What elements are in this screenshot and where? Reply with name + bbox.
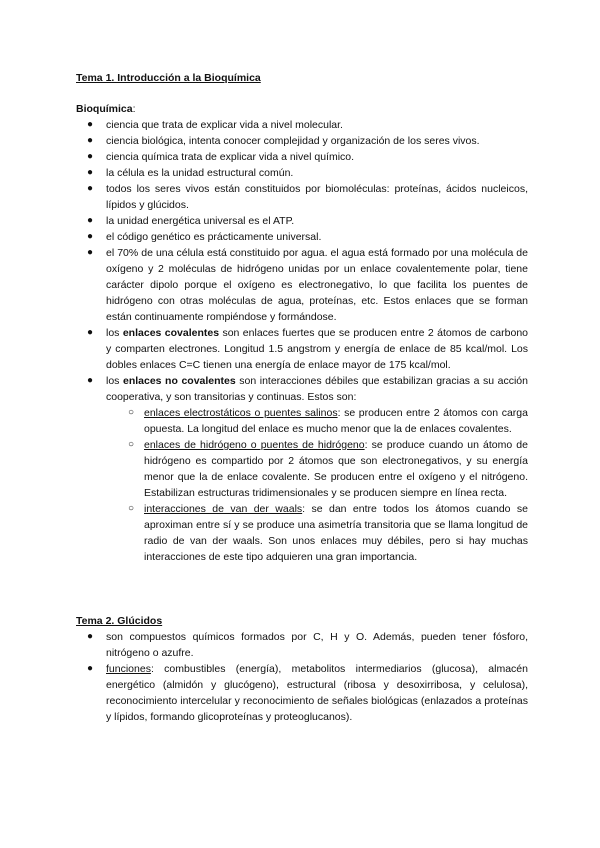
tema2-list xyxy=(76,629,528,725)
list-item-covalentes xyxy=(76,325,528,373)
sublist-item xyxy=(106,437,528,501)
bullet-icon: ● xyxy=(87,247,94,258)
list-item xyxy=(76,629,528,661)
sublist-text: : se produce cuando un átomo de hidrógeno es compartido por 2 átomos que son electronegativos, y su energía menor que la de enlace covalente. Se producen entre el oxígeno y el nitrógeno. Estabilizan estructuras tridimensionales y se producen siempre en línea recta. xyxy=(144,439,528,499)
bullet-icon: ● xyxy=(87,151,94,162)
list-item-text: ciencia química trata de explicar vida a nivel químico. xyxy=(106,151,355,163)
list-item xyxy=(76,133,528,149)
tema1-list xyxy=(76,117,528,565)
tema1-title: Tema 1. Introducción a la Bioquímica xyxy=(76,72,261,84)
list-item xyxy=(76,149,528,165)
hollow-bullet-icon: ○ xyxy=(128,439,135,450)
bullet-icon: ● xyxy=(87,231,94,242)
hollow-bullet-icon: ○ xyxy=(128,407,135,418)
list-item xyxy=(76,213,528,229)
funciones-text: : combustibles (energía), metabolitos intermediarios (glucosa), almacén energético (almidón y glucógeno), estructural (ribosa y desoxirribosa, y celulosa), reconocimiento intercelular y reconocimiento de señales biológicas (enlazados a proteínas y lípidos, formando glicoproteínas y proteoglucanos). xyxy=(106,663,528,723)
list-item xyxy=(76,229,528,245)
sublist-item xyxy=(106,405,528,437)
bullet-icon: ● xyxy=(87,135,94,146)
sublist-term: enlaces de hidrógeno o puentes de hidrógeno xyxy=(144,439,365,451)
no-covalentes-pre: los xyxy=(106,375,123,387)
covalentes-text: son enlaces fuertes que se producen entre 2 átomos de carbono y comparten electrones. Longitud 1.5 angstrom y energía de enlace de 85 kcal/mol. Los dobles enlaces C=C tienen una energía de enlace mayor de 175 kcal/mol. xyxy=(106,327,529,371)
list-item-text: todos los seres vivos están constituidos por biomoléculas: proteínas, ácidos nucleicos, lípidos y glúcidos. xyxy=(106,183,528,211)
covalentes-term: enlaces covalentes xyxy=(122,327,220,339)
list-item xyxy=(76,181,528,213)
no-covalentes-sublist xyxy=(106,405,528,565)
sublist-term: interacciones de van der waals xyxy=(144,503,303,515)
sublist-text: : se dan entre todos los átomos cuando se aproximan entre sí y se produce una asimetría transitoria que se llama longitud de radio de van der waals. Son unos enlaces muy débiles, pero si hay muchas interacciones de este tipo adquieren una gran importancia. xyxy=(144,503,528,563)
sublist-item xyxy=(106,501,528,565)
list-item-no-covalentes xyxy=(76,373,528,565)
list-item-text: la célula es la unidad estructural común. xyxy=(106,167,294,179)
covalentes-pre: los xyxy=(106,327,123,339)
funciones-term: funciones xyxy=(106,663,151,675)
sublist-text: : se producen entre 2 átomos con carga opuesta. La longitud del enlace es mucho menor que la de enlaces covalentes. xyxy=(144,407,528,435)
list-item xyxy=(76,245,528,325)
list-item-funciones xyxy=(76,661,528,725)
list-item xyxy=(76,117,528,133)
bullet-icon: ● xyxy=(87,327,94,338)
no-covalentes-text: son interacciones débiles que estabilizan gracias a su acción cooperativa, y son transitorias y continuas. Estos son: xyxy=(106,375,528,403)
list-item-text: el 70% de una célula está constituido por agua. el agua está formado por una molécula de oxígeno y 2 moléculas de hidrógeno unidas por un enlace covalentemente polar, tiene carácter dipolo porque el oxígeno es electronegativo, lo que facilita los puentes de hidrógeno con otras moléculas de agua, proteínas, etc. Estos enlaces que se forman están continuamente rompiéndose y formándose. xyxy=(106,247,528,323)
subtitle-colon: : xyxy=(132,103,136,115)
sublist-term: enlaces electrostáticos o puentes salinos xyxy=(144,407,338,419)
list-item-text: ciencia que trata de explicar vida a nivel molecular. xyxy=(106,119,343,131)
bullet-icon: ● xyxy=(87,663,94,674)
bullet-icon: ● xyxy=(87,631,94,642)
bullet-icon: ● xyxy=(87,183,94,194)
bullet-icon: ● xyxy=(87,215,94,226)
tema2-title: Tema 2. Glúcidos xyxy=(76,615,163,627)
list-item-text: ciencia biológica, intenta conocer complejidad y organización de los seres vivos. xyxy=(106,135,480,147)
tema1-subtitle xyxy=(76,101,136,117)
list-item-text: el código genético es prácticamente universal. xyxy=(106,231,322,243)
list-item xyxy=(76,165,528,181)
bullet-icon: ● xyxy=(87,167,94,178)
bullet-icon: ● xyxy=(87,119,94,130)
hollow-bullet-icon: ○ xyxy=(128,503,135,514)
no-covalentes-term: enlaces no covalentes xyxy=(122,375,236,387)
subtitle-bold: Bioquímica xyxy=(76,103,133,115)
list-item-text: la unidad energética universal es el ATP. xyxy=(106,215,295,227)
bullet-icon: ● xyxy=(87,375,94,386)
list-item-text: son compuestos químicos formados por C, H y O. Además, pueden tener fósforo, nitrógeno o azufre. xyxy=(106,631,528,659)
